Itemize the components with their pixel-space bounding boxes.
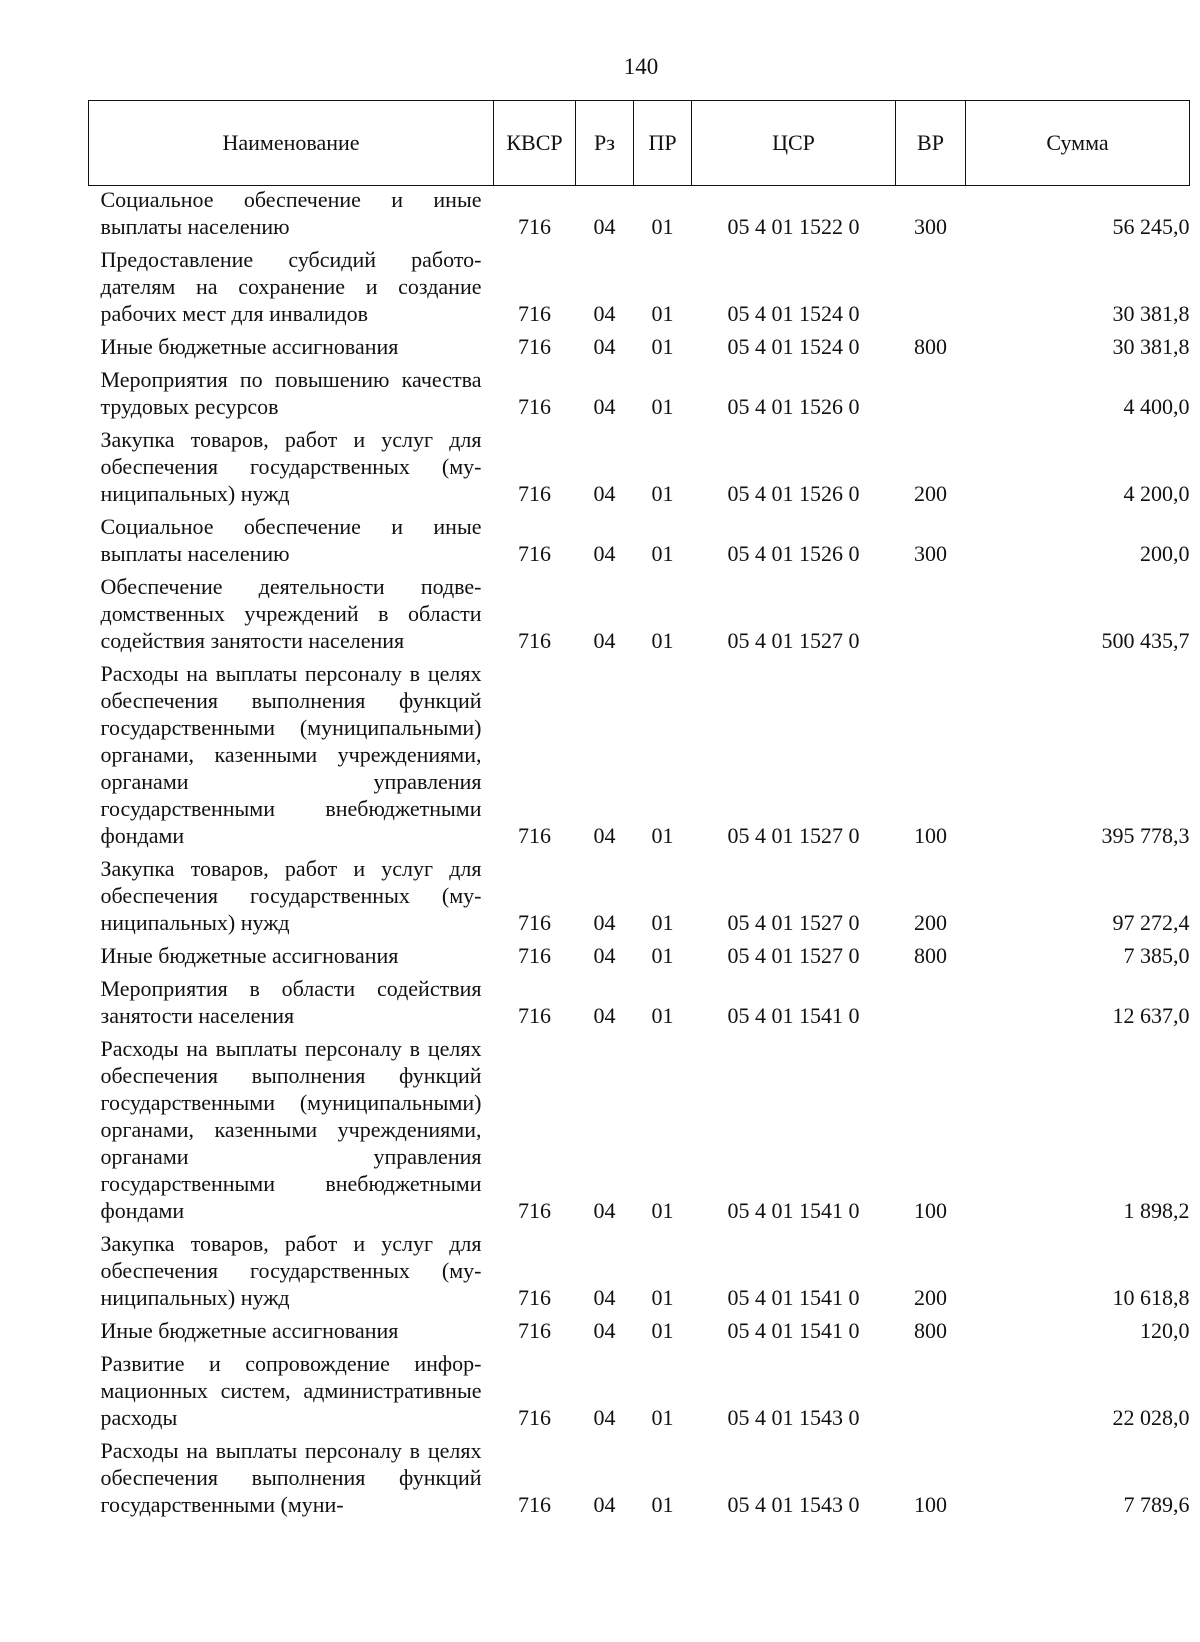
cell-vr: 100 [914,1492,947,1517]
cell-kvsr: 716 [518,1405,551,1430]
cell-name: Расходы на выплаты персоналу в целях обеспечения выполнения функций государственными (муниципальными) органами, казенными учреждениями, органами управления государственными внебюджетными фондами [100,1036,482,1223]
cell-csr: 05 4 01 1541 0 [727,1003,860,1028]
table-row [89,1437,1190,1524]
cell-csr: 05 4 01 1541 0 [727,1318,860,1343]
cell-vr [896,573,966,660]
cell-sum: 12 637,0 [1112,1003,1190,1028]
cell-vr: 200 [914,481,947,506]
cell-name: Мероприятия в области содействия занятости населения [100,976,482,1028]
cell-rz: 04 [593,1198,616,1223]
cell-vr [896,1350,966,1437]
cell-pr: 01 [651,1405,674,1430]
cell-kvsr: 716 [518,301,551,326]
cell-rz: 04 [593,823,616,848]
cell-name: Закупка товаров, работ и услуг для обеспечения государственных (муниципальных) нужд [100,427,482,506]
cell-name: Предоставление субсидий работодателям на сохранение и создание рабочих мест для инвалидов [100,247,482,326]
cell-kvsr: 716 [518,628,551,653]
table-row [89,426,1190,513]
header-sum: Сумма [966,101,1190,186]
cell-kvsr: 716 [518,334,551,359]
table-row [89,1317,1190,1350]
cell-rz: 04 [593,541,616,566]
page-number: 140 [623,54,659,79]
table-row [89,186,1190,247]
cell-pr: 01 [651,394,674,419]
cell-pr: 01 [651,1198,674,1223]
cell-sum: 10 618,8 [1112,1285,1190,1310]
cell-sum: 4 400,0 [1123,394,1190,419]
budget-table [88,100,1190,1524]
cell-name: Иные бюджетные ассигнования [100,943,399,968]
cell-name: Социальное обеспечение и иные выплаты населению [100,514,482,566]
cell-vr: 800 [914,334,947,359]
cell-pr: 01 [651,1318,674,1343]
cell-name: Закупка товаров, работ и услуг для обеспечения государственных (муниципальных) нужд [100,856,482,935]
cell-kvsr: 716 [518,214,551,239]
table-row [89,1230,1190,1317]
table-row [89,246,1190,333]
cell-csr: 05 4 01 1541 0 [727,1285,860,1310]
table-row [89,366,1190,426]
cell-rz: 04 [593,481,616,506]
cell-rz: 04 [593,910,616,935]
cell-vr [896,366,966,426]
cell-vr: 800 [914,943,947,968]
cell-kvsr: 716 [518,1198,551,1223]
cell-pr: 01 [651,214,674,239]
cell-sum: 30 381,8 [1112,301,1190,326]
cell-csr: 05 4 01 1527 0 [727,628,860,653]
cell-kvsr: 716 [518,394,551,419]
cell-name: Иные бюджетные ассигнования [100,1318,399,1343]
cell-name: Обеспечение деятельности подведомственных учреждений в области содействия занятости населения [100,574,482,653]
cell-rz: 04 [593,628,616,653]
cell-sum: 120,0 [1140,1318,1190,1343]
cell-vr: 100 [914,823,947,848]
cell-name: Закупка товаров, работ и услуг для обеспечения государственных (муниципальных) нужд [100,1231,482,1310]
table-row [89,513,1190,573]
table-row [89,942,1190,975]
cell-name: Расходы на выплаты персоналу в целях обеспечения выполнения функций государственными (муниципальными) органами, казенными учреждениями, органами управления государственными внебюджетными фондами [100,661,482,848]
header-kvsr: КВСР [494,101,576,186]
cell-sum: 200,0 [1140,541,1190,566]
cell-pr: 01 [651,1003,674,1028]
cell-pr: 01 [651,823,674,848]
cell-vr: 100 [914,1198,947,1223]
table-body [89,186,1190,1525]
cell-pr: 01 [651,628,674,653]
cell-sum: 1 898,2 [1123,1198,1190,1223]
cell-csr: 05 4 01 1526 0 [727,481,860,506]
cell-kvsr: 716 [518,541,551,566]
cell-vr: 200 [914,910,947,935]
cell-rz: 04 [593,1003,616,1028]
cell-rz: 04 [593,943,616,968]
cell-sum: 7 789,6 [1123,1492,1190,1517]
cell-kvsr: 716 [518,1003,551,1028]
cell-name: Расходы на выплаты персоналу в целях обеспечения выполнения функций государственными (муни- [100,1438,482,1517]
cell-vr: 300 [914,541,947,566]
cell-csr: 05 4 01 1543 0 [727,1492,860,1517]
cell-name: Социальное обеспечение и иные выплаты населению [100,187,482,239]
cell-sum: 4 200,0 [1123,481,1190,506]
cell-pr: 01 [651,943,674,968]
cell-vr [896,975,966,1035]
cell-sum: 22 028,0 [1112,1405,1190,1430]
table-row [89,573,1190,660]
cell-sum: 395 778,3 [1101,823,1190,848]
cell-rz: 04 [593,394,616,419]
table-row [89,855,1190,942]
cell-kvsr: 716 [518,1492,551,1517]
cell-pr: 01 [651,541,674,566]
cell-name: Иные бюджетные ассигнования [100,334,399,359]
table-row [89,660,1190,855]
header-pr: ПР [634,101,692,186]
cell-rz: 04 [593,1492,616,1517]
cell-rz: 04 [593,1285,616,1310]
cell-csr: 05 4 01 1541 0 [727,1198,860,1223]
cell-rz: 04 [593,214,616,239]
cell-pr: 01 [651,481,674,506]
header-vr: ВР [896,101,966,186]
cell-name: Мероприятия по повышению качества трудовых ресурсов [100,367,482,419]
cell-csr: 05 4 01 1526 0 [727,541,860,566]
cell-csr: 05 4 01 1543 0 [727,1405,860,1430]
cell-csr: 05 4 01 1522 0 [727,214,860,239]
cell-pr: 01 [651,1492,674,1517]
cell-rz: 04 [593,1405,616,1430]
header-rz: Рз [576,101,634,186]
header-csr: ЦСР [692,101,896,186]
cell-rz: 04 [593,334,616,359]
cell-sum: 500 435,7 [1101,628,1190,653]
cell-csr: 05 4 01 1527 0 [727,823,860,848]
cell-sum: 56 245,0 [1112,214,1190,239]
cell-pr: 01 [651,301,674,326]
cell-rz: 04 [593,1318,616,1343]
cell-pr: 01 [651,910,674,935]
cell-csr: 05 4 01 1524 0 [727,301,860,326]
cell-csr: 05 4 01 1527 0 [727,943,860,968]
table-row [89,1035,1190,1230]
cell-kvsr: 716 [518,943,551,968]
cell-csr: 05 4 01 1526 0 [727,394,860,419]
table-row [89,333,1190,366]
cell-pr: 01 [651,1285,674,1310]
cell-vr [896,246,966,333]
header-name: Наименование [89,101,494,186]
cell-vr: 800 [914,1318,947,1343]
cell-kvsr: 716 [518,910,551,935]
cell-vr: 200 [914,1285,947,1310]
cell-name: Развитие и сопровождение информационных систем, административные расходы [100,1351,482,1430]
cell-kvsr: 716 [518,481,551,506]
cell-csr: 05 4 01 1527 0 [727,910,860,935]
table-row [89,1350,1190,1437]
cell-csr: 05 4 01 1524 0 [727,334,860,359]
cell-kvsr: 716 [518,1285,551,1310]
cell-kvsr: 716 [518,823,551,848]
table-header-row [89,101,1190,186]
cell-sum: 7 385,0 [1123,943,1190,968]
cell-rz: 04 [593,301,616,326]
cell-vr: 300 [914,214,947,239]
table-row [89,975,1190,1035]
cell-sum: 30 381,8 [1112,334,1190,359]
cell-pr: 01 [651,334,674,359]
cell-sum: 97 272,4 [1112,910,1190,935]
cell-kvsr: 716 [518,1318,551,1343]
